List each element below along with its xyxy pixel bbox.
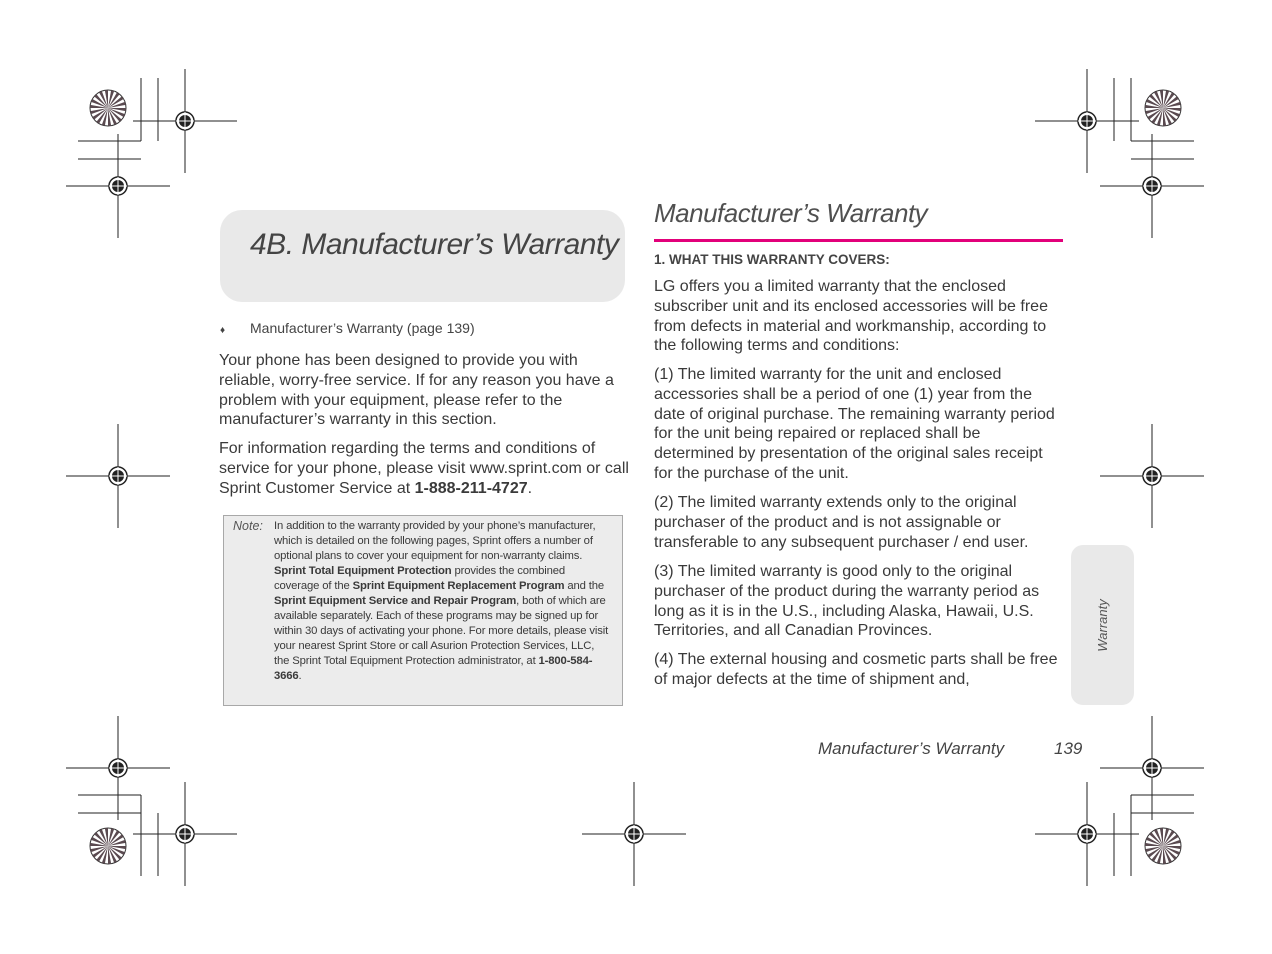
registration-crosshair-icon — [66, 424, 170, 528]
page-number: 139 — [1054, 739, 1083, 758]
registration-crosshair-icon — [66, 716, 170, 820]
registration-starburst-icon — [1145, 828, 1181, 864]
warranty-paragraph-intro: LG offers you a limited warranty that the enclosed subscriber unit and its enclosed accessories will be free from defects in material and workmanship, according to the following terms and conditions: — [654, 278, 1048, 355]
note-text: In addition to the warranty provided by your phone’s manufacturer, which is detailed on the following pages, Sprint offers a number of optional plans to cover your equipment for non-warranty claims. Sprint Total Equipment Protection provides the combined coverage of the Sprint Equipment Replacement Program and the Sprint Equipment Service and Repair Program, both of which are available separately. Each of these programs may be signed up for within 30 days of activating your phone. For more details, please visit your nearest Sprint Store or call Asurion Protection Services, LLC, the Sprint Total Equipment Protection administrator, at 1-800-584-3666. — [274, 520, 609, 682]
intro-paragraph-2: For information regarding the terms and conditions of service for your phone, please visit www.sprint.com or call Sprint Customer Service at 1-888-211-4727. — [219, 440, 629, 497]
registration-crosshair-icon — [1100, 716, 1204, 820]
registration-crosshair-icon — [1035, 69, 1139, 173]
registration-crosshair-icon — [582, 782, 686, 886]
section-subheading: 1. WHAT THIS WARRANTY COVERS: — [654, 252, 890, 267]
registration-crosshair-icon — [1100, 134, 1204, 238]
warranty-paragraph-4: (4) The external housing and cosmetic parts shall be free of major defects at the time of shipment and, — [654, 651, 1058, 688]
section-title: Manufacturer’s Warranty — [654, 198, 928, 228]
registration-crosshair-icon — [1100, 424, 1204, 528]
intro-paragraph-1: Your phone has been designed to provide you with reliable, worry-free service. If for any reason you have a problem with your equipment, please refer to the manufacturer’s warranty in this section. — [219, 352, 614, 429]
registration-crosshair-icon — [133, 782, 237, 886]
toc-entry-label: Manufacturer’s Warranty (page 139) — [250, 320, 475, 336]
note-label: Note: — [233, 519, 263, 533]
registration-crosshair-icon — [133, 69, 237, 173]
registration-crosshair-icon — [66, 134, 170, 238]
toc-entry[interactable] — [220, 320, 475, 336]
chapter-title: 4B. Manufacturer’s Warranty — [250, 228, 619, 261]
warranty-paragraph-3: (3) The limited warranty is good only to the original purchaser of the product during the warranty period as long as it is in the U.S., including Alaska, Hawaii, U.S. Territories, and all Canadian Provinces. — [654, 563, 1040, 640]
section-title-rule — [654, 239, 1063, 242]
warranty-paragraph-1: (1) The limited warranty for the unit and enclosed accessories shall be a period of one (1) year from the date of original purchase. The remaining warranty period for the unit being repaired or replaced shall be determined by presentation of the original sales receipt for the purchase of the unit. — [654, 366, 1055, 482]
customer-service-phone: 1-888-211-4727 — [414, 479, 528, 497]
registration-starburst-icon — [1145, 90, 1181, 126]
side-tab-label: Warranty — [1095, 598, 1110, 652]
registration-starburst-icon — [90, 90, 126, 126]
footer-section-title: Manufacturer’s Warranty — [818, 739, 1005, 758]
registration-crosshair-icon — [1035, 782, 1139, 886]
registration-starburst-icon — [90, 828, 126, 864]
diamond-bullet-icon: ♦ — [220, 325, 226, 336]
warranty-paragraph-2: (2) The limited warranty extends only to the original purchaser of the product and is not assignable or transferable to any subsequent purchaser / end user. — [654, 494, 1029, 551]
